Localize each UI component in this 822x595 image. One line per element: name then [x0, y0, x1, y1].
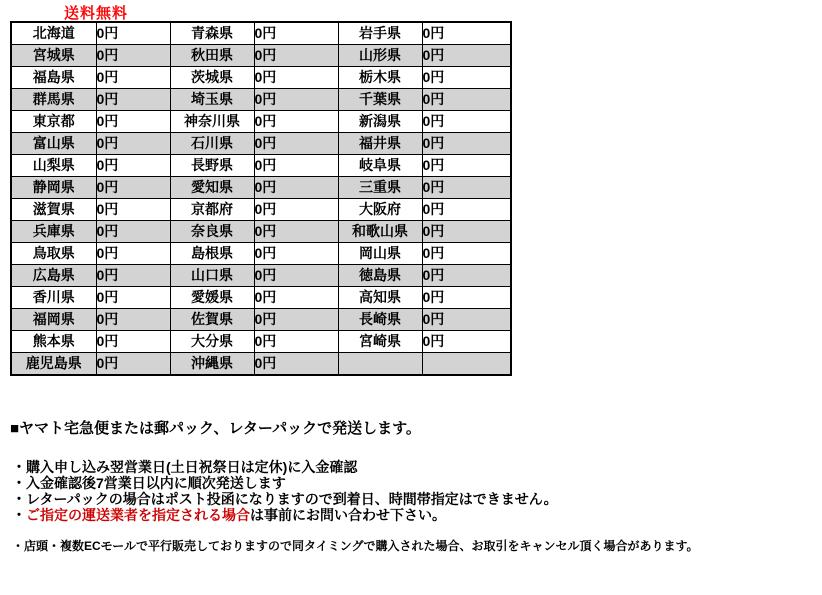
- prefecture-cell: 東京都: [11, 111, 96, 133]
- prefecture-cell: 新潟県: [338, 111, 422, 133]
- prefecture-cell: 青森県: [170, 22, 254, 45]
- prefecture-cell: 千葉県: [338, 89, 422, 111]
- fee-cell: 0円: [422, 155, 511, 177]
- fee-cell: 0円: [254, 67, 338, 89]
- fee-cell: 0円: [96, 133, 170, 155]
- fee-cell: 0円: [96, 177, 170, 199]
- prefecture-cell: 長崎県: [338, 309, 422, 331]
- fee-cell: 0円: [422, 265, 511, 287]
- fee-cell: 0円: [422, 45, 511, 67]
- fee-cell: 0円: [422, 287, 511, 309]
- prefecture-cell: 福岡県: [11, 309, 96, 331]
- table-row: [11, 243, 511, 265]
- fee-cell: 0円: [96, 353, 170, 376]
- table-row: [11, 331, 511, 353]
- fee-cell: 0円: [254, 89, 338, 111]
- table-row: [11, 133, 511, 155]
- fee-cell: 0円: [422, 22, 511, 45]
- fee-cell: 0円: [422, 67, 511, 89]
- free-shipping-label: 送料無料: [64, 5, 129, 22]
- fee-cell: 0円: [422, 89, 511, 111]
- fee-cell: 0円: [96, 243, 170, 265]
- prefecture-cell: 山形県: [338, 45, 422, 67]
- fee-cell: 0円: [422, 309, 511, 331]
- table-row: [11, 287, 511, 309]
- fee-cell: 0円: [96, 22, 170, 45]
- fee-cell: 0円: [254, 243, 338, 265]
- fee-cell: 0円: [254, 133, 338, 155]
- fee-cell: 0円: [422, 133, 511, 155]
- fee-cell: 0円: [254, 155, 338, 177]
- fee-cell: 0円: [422, 243, 511, 265]
- fee-cell: 0円: [96, 199, 170, 221]
- table-row: [11, 155, 511, 177]
- fee-cell: 0円: [96, 309, 170, 331]
- table-row: [11, 309, 511, 331]
- fee-cell: 0円: [96, 265, 170, 287]
- prefecture-cell: 島根県: [170, 243, 254, 265]
- fee-cell: 0円: [96, 155, 170, 177]
- prefecture-cell: 宮城県: [11, 45, 96, 67]
- table-row: [11, 177, 511, 199]
- prefecture-cell: 静岡県: [11, 177, 96, 199]
- prefecture-cell: 宮崎県: [338, 331, 422, 353]
- fee-cell: 0円: [422, 111, 511, 133]
- table-row: [11, 45, 511, 67]
- fee-cell: 0円: [254, 331, 338, 353]
- fee-cell: 0円: [422, 177, 511, 199]
- fee-cell: 0円: [254, 177, 338, 199]
- shipping-fee-table: [10, 21, 512, 376]
- fee-cell: 0円: [254, 199, 338, 221]
- note-carrier-bullet: ・: [12, 507, 26, 523]
- prefecture-cell: 広島県: [11, 265, 96, 287]
- prefecture-cell: 鹿児島県: [11, 353, 96, 376]
- fee-cell: 0円: [254, 45, 338, 67]
- prefecture-cell: 岩手県: [338, 22, 422, 45]
- prefecture-cell: 岐阜県: [338, 155, 422, 177]
- prefecture-cell: 栃木県: [338, 67, 422, 89]
- fee-cell: 0円: [254, 309, 338, 331]
- prefecture-cell: 岡山県: [338, 243, 422, 265]
- table-row: [11, 111, 511, 133]
- table-row: [11, 67, 511, 89]
- prefecture-cell: 愛知県: [170, 177, 254, 199]
- fee-cell: 0円: [254, 353, 338, 376]
- shipping-notes-list: [12, 459, 558, 523]
- fee-cell: 0円: [96, 287, 170, 309]
- prefecture-cell: 福井県: [338, 133, 422, 155]
- fee-cell: 0円: [422, 199, 511, 221]
- prefecture-cell: 熊本県: [11, 331, 96, 353]
- note-carrier-red-text: ご指定の運送業者を指定される場合: [26, 507, 250, 523]
- prefecture-cell: 高知県: [338, 287, 422, 309]
- prefecture-cell: [338, 353, 422, 376]
- note-payment-confirmation: ・購入申し込み翌営業日(土日祝祭日は定休)に入金確認: [12, 459, 358, 475]
- fee-cell: 0円: [96, 221, 170, 243]
- prefecture-cell: 愛媛県: [170, 287, 254, 309]
- table-row: [11, 221, 511, 243]
- prefecture-cell: 北海道: [11, 22, 96, 45]
- prefecture-cell: 鳥取県: [11, 243, 96, 265]
- prefecture-cell: 佐賀県: [170, 309, 254, 331]
- table-row: [11, 22, 511, 45]
- prefecture-cell: 沖縄県: [170, 353, 254, 376]
- prefecture-cell: 群馬県: [11, 89, 96, 111]
- prefecture-cell: 長野県: [170, 155, 254, 177]
- prefecture-cell: 石川県: [170, 133, 254, 155]
- prefecture-cell: 神奈川県: [170, 111, 254, 133]
- prefecture-cell: 滋賀県: [11, 199, 96, 221]
- parallel-sale-note: ・店頭・複数ECモールで平行販売しておりますので同タイミングで購入された場合、お取引をキャンセル頂く場合があります。: [12, 539, 699, 553]
- prefecture-cell: 兵庫県: [11, 221, 96, 243]
- prefecture-cell: 大分県: [170, 331, 254, 353]
- prefecture-cell: 山口県: [170, 265, 254, 287]
- note-carrier-request: [12, 507, 558, 523]
- fee-cell: 0円: [96, 111, 170, 133]
- prefecture-cell: 大阪府: [338, 199, 422, 221]
- prefecture-cell: 和歌山県: [338, 221, 422, 243]
- table-row: [11, 89, 511, 111]
- prefecture-cell: 福島県: [11, 67, 96, 89]
- prefecture-cell: 茨城県: [170, 67, 254, 89]
- prefecture-cell: 秋田県: [170, 45, 254, 67]
- prefecture-cell: 京都府: [170, 199, 254, 221]
- fee-cell: 0円: [422, 331, 511, 353]
- fee-cell: 0円: [254, 221, 338, 243]
- fee-cell: 0円: [254, 22, 338, 45]
- fee-cell: [422, 353, 511, 376]
- prefecture-cell: 埼玉県: [170, 89, 254, 111]
- note-carrier-rest-text: は事前にお問い合わせ下さい。: [250, 507, 446, 523]
- fee-cell: 0円: [96, 67, 170, 89]
- note-letterpack: ・レターパックの場合はポスト投函になりますので到着日、時間帯指定はできません。: [12, 491, 558, 507]
- prefecture-cell: 富山県: [11, 133, 96, 155]
- table-row: [11, 265, 511, 287]
- prefecture-cell: 三重県: [338, 177, 422, 199]
- fee-cell: 0円: [254, 265, 338, 287]
- prefecture-cell: 徳島県: [338, 265, 422, 287]
- prefecture-cell: 香川県: [11, 287, 96, 309]
- table-row: [11, 199, 511, 221]
- fee-cell: 0円: [96, 45, 170, 67]
- note-shipping-schedule: ・入金確認後7営業日以内に順次発送します: [12, 475, 286, 491]
- table-row: [11, 353, 511, 376]
- shipping-method-heading: ■ヤマト宅急便または郵パック、レターパックで発送します。: [10, 420, 421, 437]
- fee-cell: 0円: [96, 331, 170, 353]
- prefecture-cell: 奈良県: [170, 221, 254, 243]
- fee-cell: 0円: [96, 89, 170, 111]
- prefecture-cell: 山梨県: [11, 155, 96, 177]
- fee-cell: 0円: [422, 221, 511, 243]
- fee-cell: 0円: [254, 287, 338, 309]
- fee-cell: 0円: [254, 111, 338, 133]
